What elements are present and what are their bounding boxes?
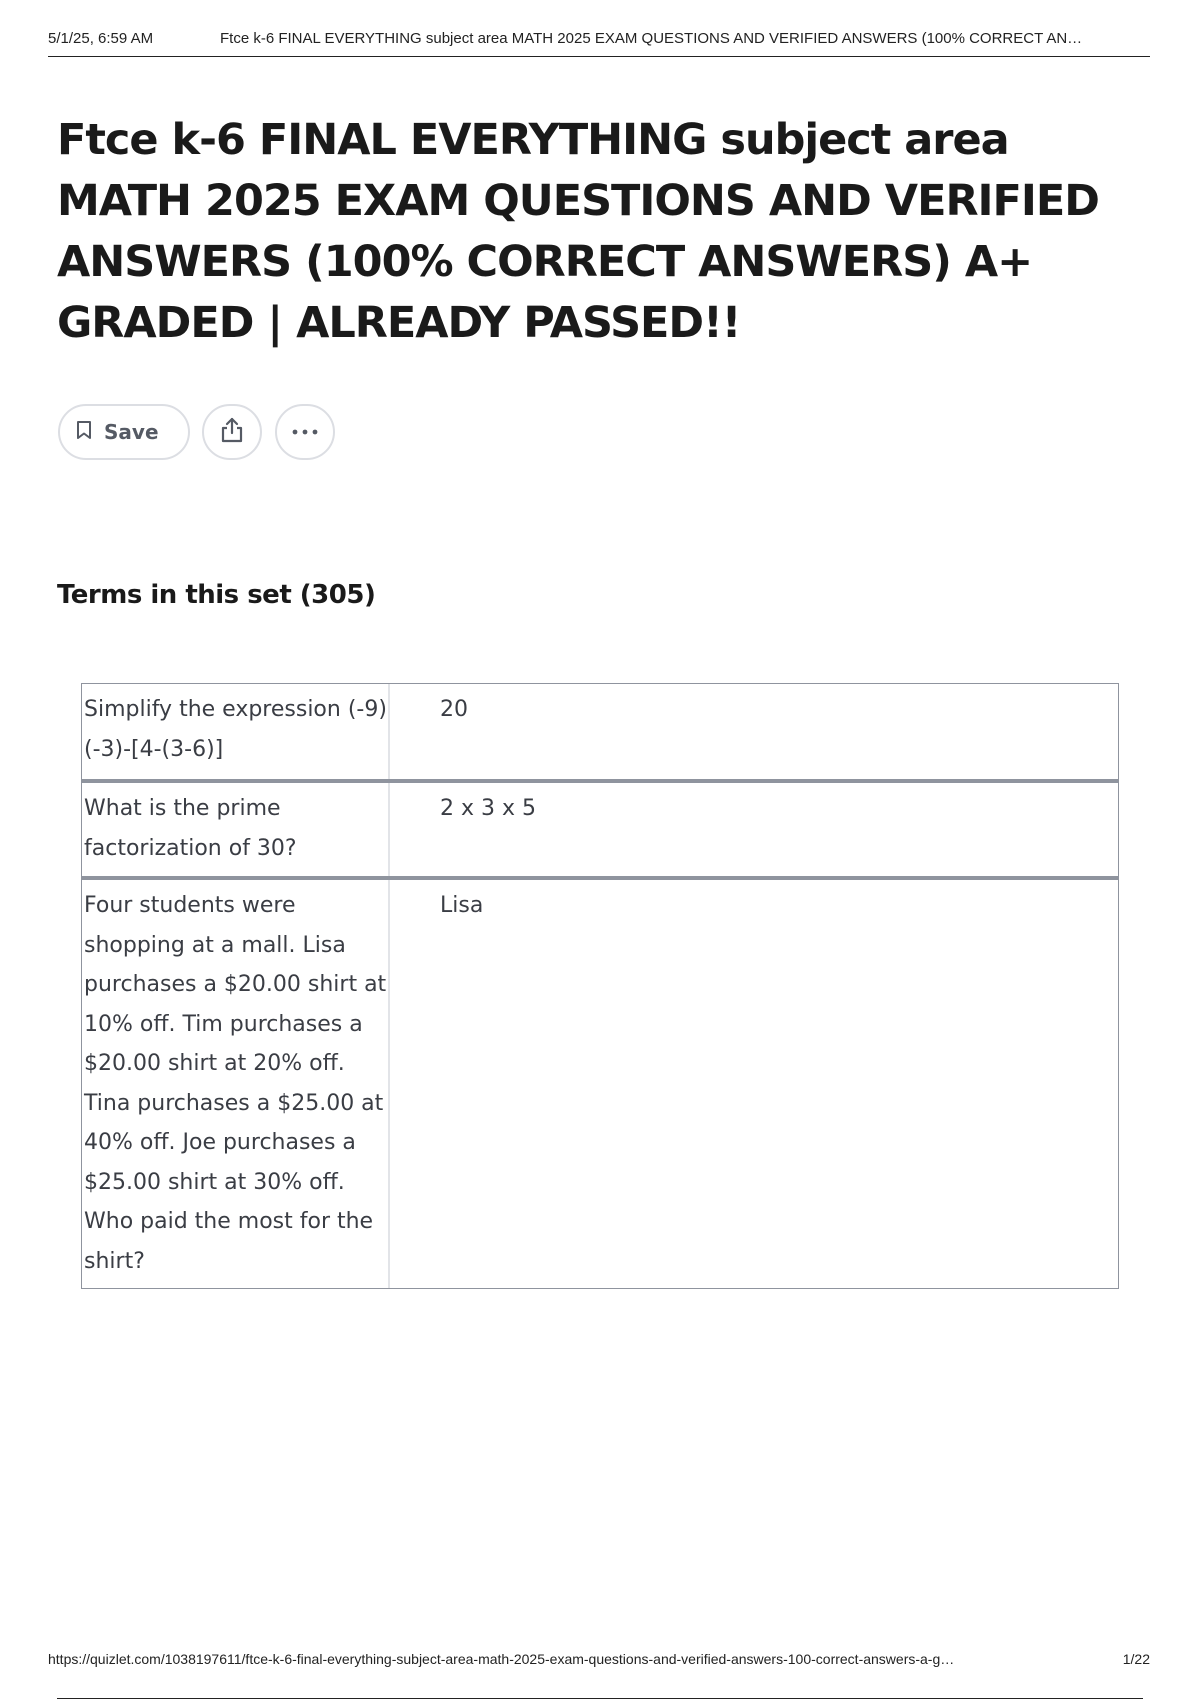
- term-row: [81, 683, 1119, 780]
- definition-text: 2 x 3 x 5: [440, 796, 537, 821]
- print-doc-title: Ftce k-6 FINAL EVERYTHING subject area MATH 2025 EXAM QUESTIONS AND VERIFIED ANSWERS (100% CORRECT AN…: [220, 30, 1083, 47]
- print-url: https://quizlet.com/1038197611/ftce-k-6-final-everything-subject-area-math-2025-exam-questions-and-verified-answers-100-correct-answers-a-g…: [48, 1651, 955, 1667]
- save-button[interactable]: [58, 404, 190, 460]
- term-text: Simplify the expression (-9)(-3)-[4-(3-6)]: [82, 684, 390, 779]
- more-options-button[interactable]: [275, 404, 335, 460]
- term-text: What is the prime factorization of 30?: [82, 783, 390, 876]
- definition-text: 20: [440, 697, 468, 722]
- bookmark-icon: [76, 420, 92, 445]
- terms-heading: Terms in this set (305): [57, 580, 376, 610]
- print-header: [48, 28, 1150, 57]
- terms-table: [81, 683, 1119, 1289]
- footer-divider: [57, 1698, 1143, 1699]
- print-date: 5/1/25, 6:59 AM: [48, 30, 154, 47]
- save-button-label: Save: [104, 420, 159, 444]
- page-number: 1/22: [1122, 1651, 1150, 1667]
- term-row: [81, 780, 1119, 877]
- term-text: Four students were shopping at a mall. Lisa purchases a $20.00 shirt at 10% off. Tim purchases a $20.00 shirt at 20% off. Tina purchases a $25.00 at 40% off. Joe purchases a $25.00 shirt at 30% off. Who paid the most for the shirt?: [82, 880, 390, 1288]
- share-icon: [219, 416, 245, 449]
- definition-text: Lisa: [440, 893, 484, 918]
- more-options-icon: [291, 423, 319, 441]
- share-button[interactable]: [202, 404, 262, 460]
- term-row: [81, 877, 1119, 1289]
- page-title: Ftce k-6 FINAL EVERYTHING subject area MATH 2025 EXAM QUESTIONS AND VERIFIED ANSWERS (100% CORRECT ANSWERS) A+ GRADED | ALREADY PASSED!!: [57, 115, 1099, 348]
